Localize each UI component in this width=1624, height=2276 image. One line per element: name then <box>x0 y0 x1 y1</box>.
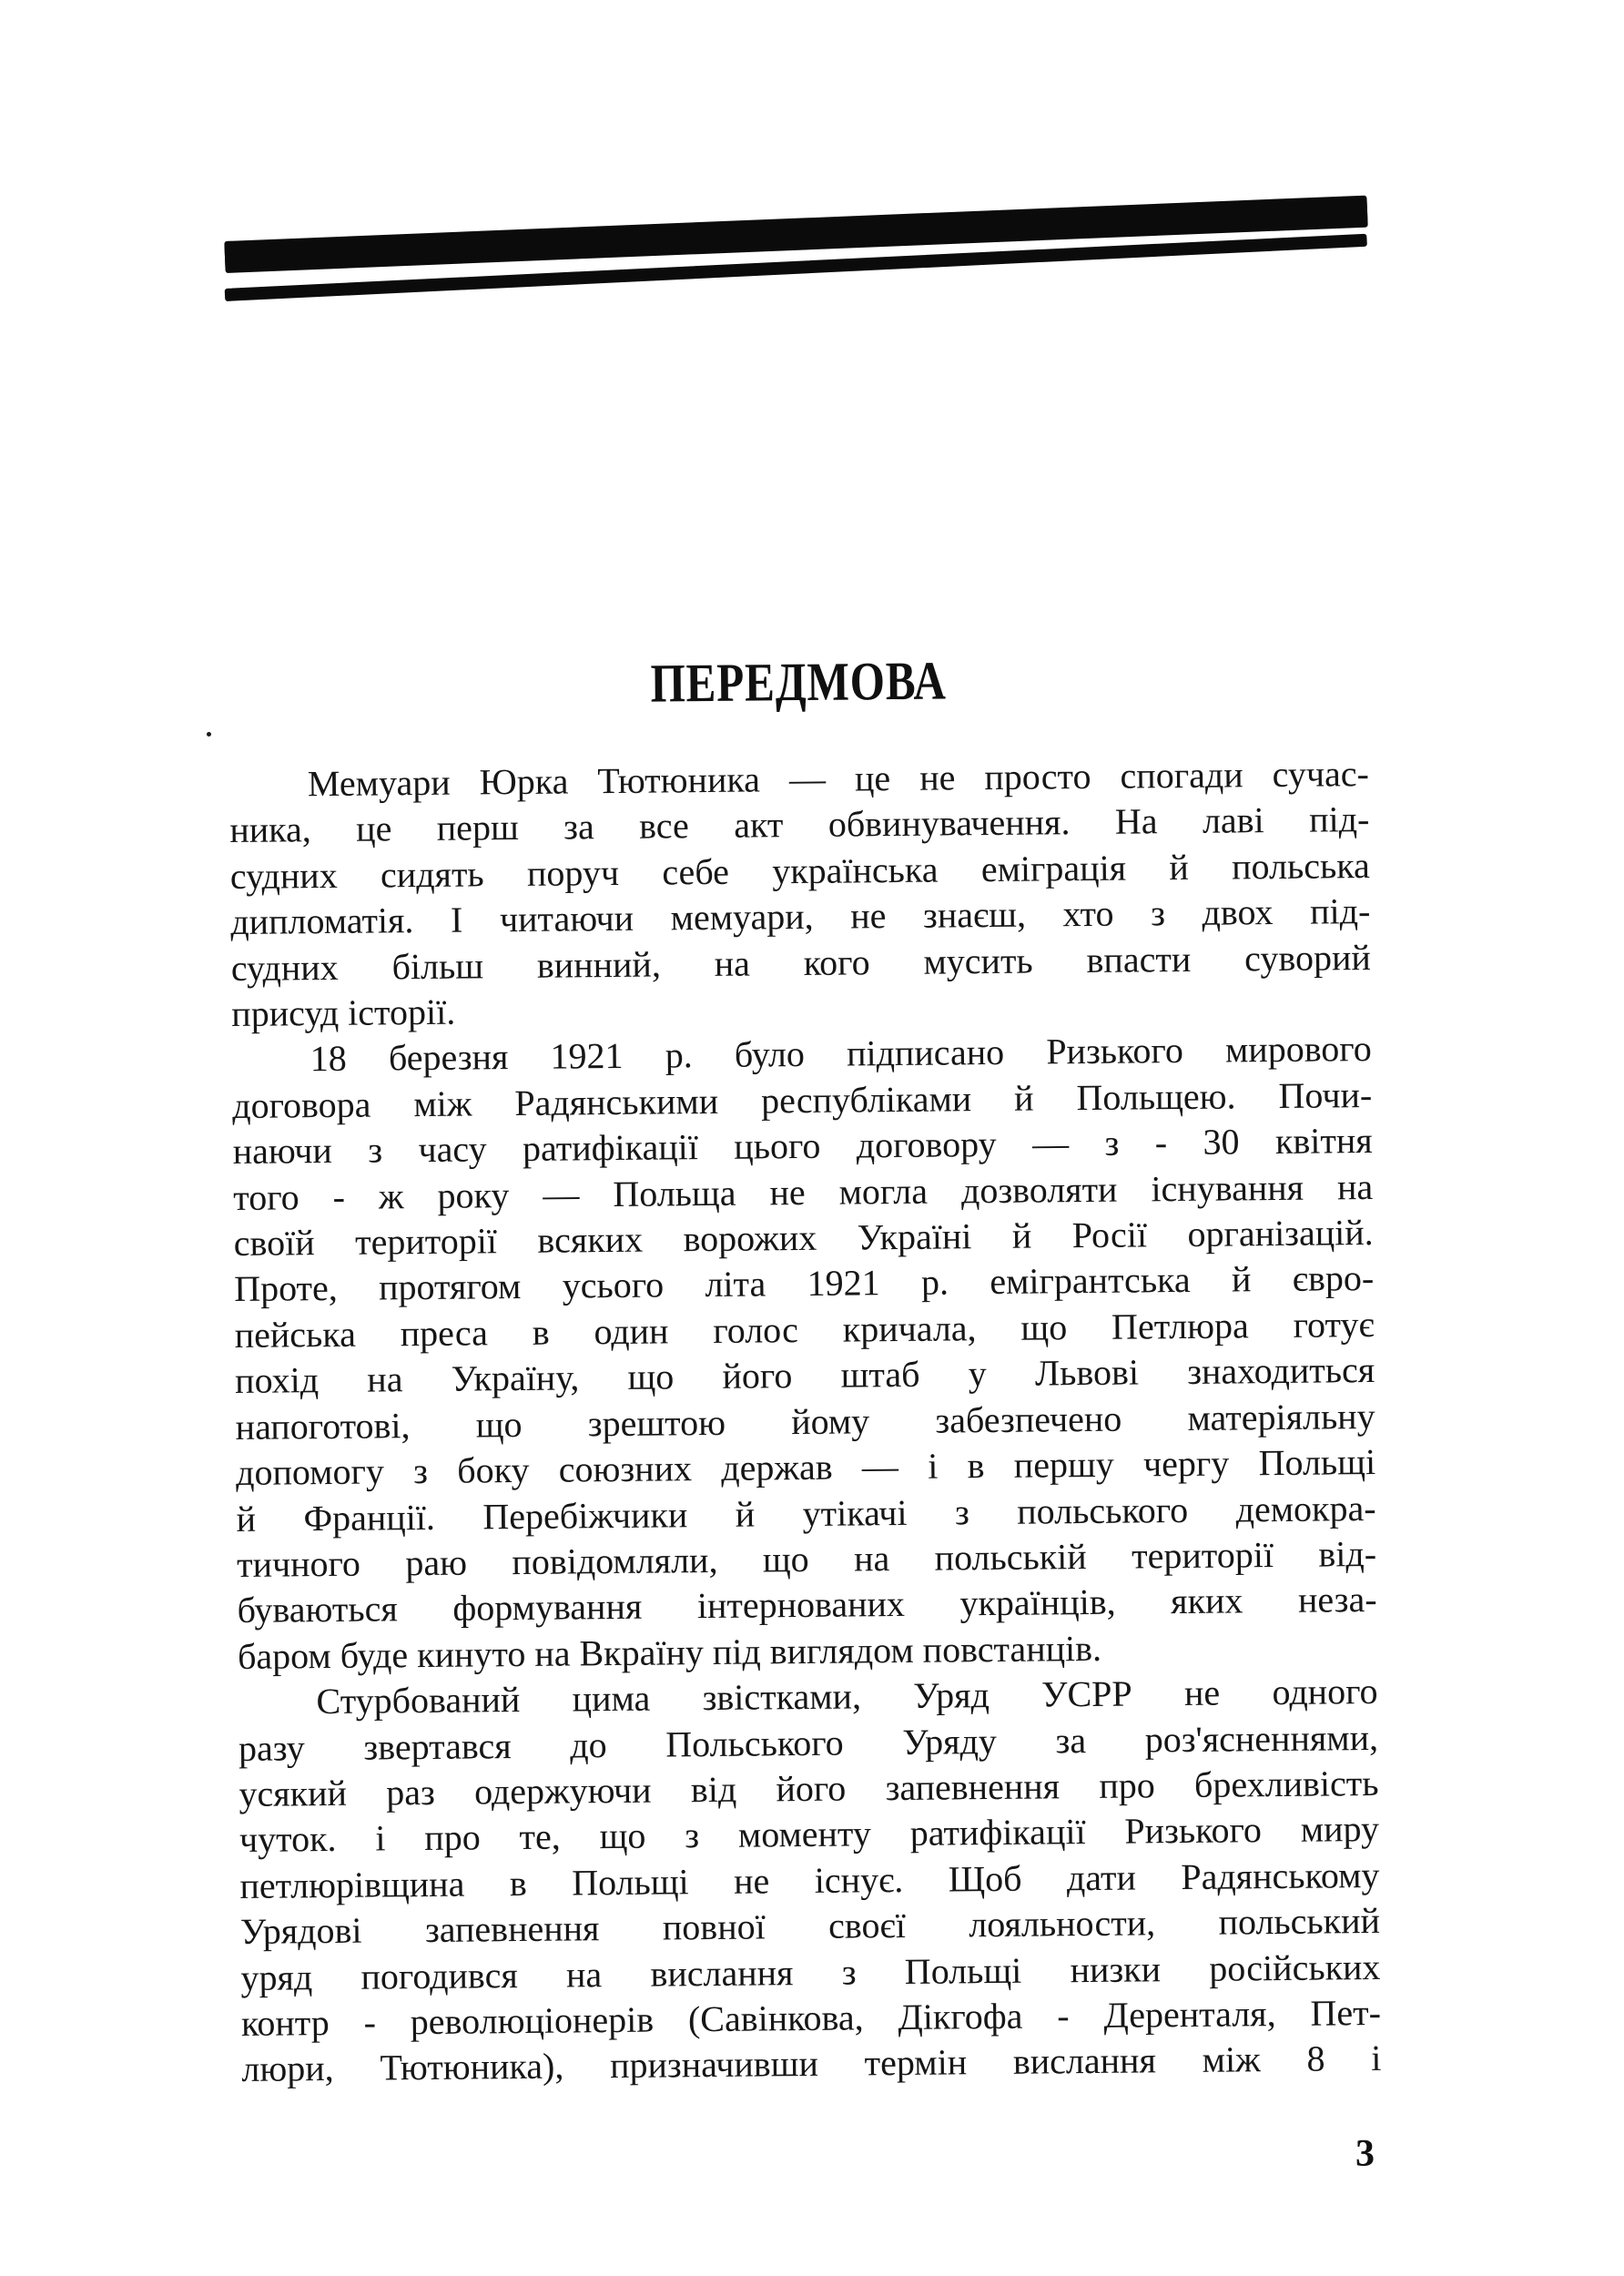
page-title <box>228 645 1369 719</box>
text-line: того - ж року — Польща не могла дозволяти існування на <box>233 1165 1374 1218</box>
text-line: Проте, протягом усього літа 1921 р. емігрантська й євро- <box>233 1257 1375 1310</box>
text-line: й Франції. Перебіжчики й утікачі з польського демокра- <box>236 1487 1376 1539</box>
text-line: усякий раз одержуючи від його запевнення про брехливість <box>239 1762 1379 1814</box>
text-line: тичного раю повідомляли, що на польській території від- <box>236 1532 1377 1585</box>
text-line: судних сидять поруч себе українська еміграція й польська <box>229 844 1371 897</box>
text-line: буваються формування інтернованих українців, яких неза- <box>237 1579 1377 1631</box>
text-line: разу звертався до Польського Уряду за роз'ясненнями, <box>238 1716 1379 1769</box>
text-line: Мемуари Юрка Тютюника — це не просто спогади сучас- <box>307 753 1370 805</box>
page-content <box>228 632 1381 2093</box>
text-line: уряд погодився на вислання з Польщі низки російських <box>240 1946 1381 1998</box>
text-line: напоготові, що зрештою йому забезпечено матеріяльну <box>235 1395 1375 1448</box>
ink-speck <box>207 732 211 737</box>
text-line: петлюрівщина в Польщі не існує. Щоб дати Радянському <box>239 1854 1380 1906</box>
text-line: допомогу з боку союзних держав — і в першу чергу Польщі <box>235 1441 1376 1494</box>
page-number: 3 <box>1355 2133 1375 2175</box>
text-line: 18 березня 1921 р. було підписано Ризького мирового <box>310 1028 1372 1080</box>
text-line: ника, це перш за все акт обвинувачення. На лаві під- <box>229 798 1370 851</box>
text-line: договора між Радянськими республіками й Польщею. Почи- <box>232 1073 1373 1126</box>
text-line: баром буде кинуто на Вкраїну під виглядом повстанців. <box>237 1627 1102 1677</box>
text-line: присуд історії. <box>231 991 456 1035</box>
text-line: пейська преса в один голос кричала, що Петлюра готує <box>234 1303 1375 1356</box>
text-line: своїй території всяких ворожих Україні й Росії організацій. <box>233 1212 1374 1265</box>
text-line: Урядові запевнення повної своєї лояльности, польський <box>239 1900 1381 1953</box>
text-line: наючи з часу ратифікації цього договору — з - 30 квітня <box>232 1120 1373 1173</box>
text-line: чуток. і про те, що з моменту ратифікації Ризького миру <box>239 1808 1380 1861</box>
text-line: люри, Тютюника), призначивши термін вислання між 8 і <box>241 2037 1382 2090</box>
text-line: контр - революціонерів (Савінкова, Дікгофа - Деренталя, Пет- <box>240 1991 1382 2044</box>
text-line: дипломатія. І читаючи мемуари, не знаєш, хто з двох під- <box>230 890 1371 943</box>
text-line: Стурбований цима звістками, Уряд УСРР не одного <box>316 1671 1378 1722</box>
text-line: похід на Україну, що його штаб у Львові знаходиться <box>234 1349 1375 1402</box>
page-title-text: ПЕРЕДМОВА <box>649 650 947 714</box>
text-line: судних більш винний, на кого мусить впасти суворий <box>230 936 1371 989</box>
preface-text <box>229 751 1382 2093</box>
